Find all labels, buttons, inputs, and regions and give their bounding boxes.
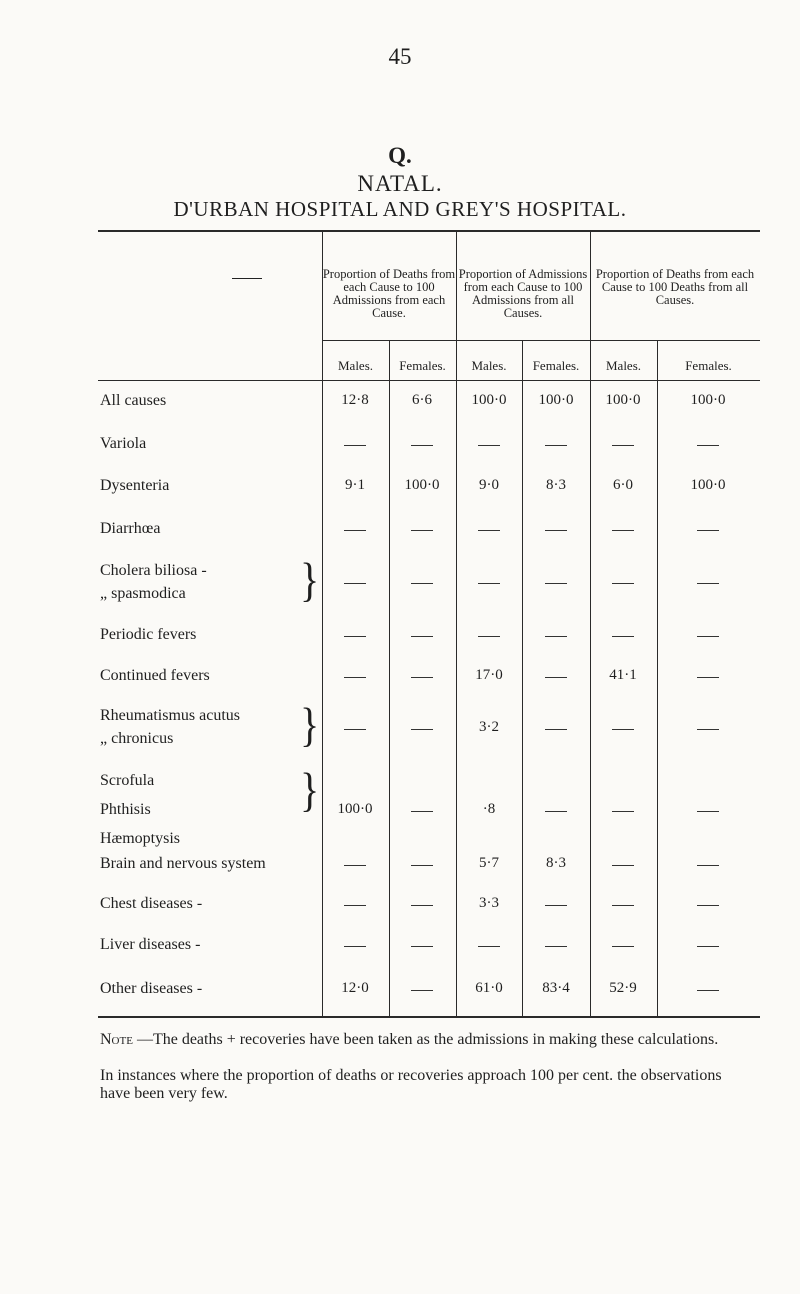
table-cell: 6·0 xyxy=(613,477,633,493)
table-cell-dash xyxy=(697,946,719,947)
row-label: Chest diseases - xyxy=(100,895,203,912)
table-cell: 8·3 xyxy=(546,477,566,493)
table-cell-dash xyxy=(545,530,567,531)
table-cell-dash xyxy=(478,445,500,446)
row-label: „ spasmodica xyxy=(100,585,186,602)
table-cell-dash xyxy=(612,530,634,531)
table-cell-dash xyxy=(697,445,719,446)
table-top-rule xyxy=(98,230,760,232)
header-bottom-rule xyxy=(98,380,760,381)
table-bottom-rule xyxy=(98,1016,760,1018)
table-cell: 100·0 xyxy=(690,392,726,408)
table-cell-dash xyxy=(697,583,719,584)
table-cell-dash xyxy=(612,865,634,866)
column-divider xyxy=(322,232,323,1016)
brace-rheumatismus: } xyxy=(300,697,320,752)
table-cell-dash xyxy=(344,636,366,637)
table-cell: 8·3 xyxy=(546,855,566,871)
table-cell-dash xyxy=(478,636,500,637)
row-label: Brain and nervous system xyxy=(100,855,266,872)
table-cell: 83·4 xyxy=(542,980,570,996)
table-cell-dash xyxy=(697,729,719,730)
brace-cholera: } xyxy=(300,552,320,607)
table-cell-dash xyxy=(344,865,366,866)
table-cell: 100·0 xyxy=(538,392,574,408)
table-cell-dash xyxy=(478,530,500,531)
footnote-1 xyxy=(100,1031,740,1049)
table-cell-dash xyxy=(612,905,634,906)
table-cell-dash xyxy=(344,445,366,446)
table-cell: 17·0 xyxy=(475,667,503,683)
table-cell-dash xyxy=(411,811,433,812)
row-label: Continued fevers xyxy=(100,667,210,684)
subhead-rule xyxy=(322,340,760,341)
table-cell-dash xyxy=(344,946,366,947)
table-cell-dash xyxy=(697,530,719,531)
table-cell-dash xyxy=(344,677,366,678)
table-cell-dash xyxy=(697,865,719,866)
row-label: Other diseases - xyxy=(100,980,203,997)
note-text: —The deaths + recoveries have been taken as the admissions in making these calculations. xyxy=(132,1031,719,1048)
table-cell-dash xyxy=(411,946,433,947)
table-cell-dash xyxy=(411,729,433,730)
note-lead: Note xyxy=(100,1031,133,1048)
row-label: All causes xyxy=(100,392,167,409)
table-cell-dash xyxy=(411,990,433,991)
subcolumn-header: Males. xyxy=(605,358,642,373)
table-cell: 12·8 xyxy=(341,392,369,408)
table-cell-dash xyxy=(545,905,567,906)
table-cell-dash xyxy=(478,946,500,947)
table-cell-dash xyxy=(545,729,567,730)
table-cell: 61·0 xyxy=(475,980,503,996)
row-label: Scrofula xyxy=(100,772,155,789)
table-cell-dash xyxy=(411,530,433,531)
table-cell: 3·2 xyxy=(479,719,499,735)
table-cell-dash xyxy=(411,445,433,446)
column-group-deaths-per-admission: Proportion of Deaths from each Cause to 100 Admissions from each Cause. xyxy=(322,267,456,320)
table-cell: 12·0 xyxy=(341,980,369,996)
footnote-2: In instances where the proportion of deaths or recoveries approach 100 per cent. the observations have been very few. xyxy=(100,1067,722,1102)
table-cell-dash xyxy=(612,583,634,584)
subcolumn-header: Males. xyxy=(471,358,507,373)
table-cell-dash xyxy=(545,677,567,678)
table-cell-dash xyxy=(344,905,366,906)
table-cell-dash xyxy=(411,677,433,678)
row-label: Variola xyxy=(100,435,147,452)
table-cell-dash xyxy=(697,990,719,991)
table-cell-dash xyxy=(344,583,366,584)
table-cell-dash xyxy=(411,583,433,584)
table-cell-dash xyxy=(545,811,567,812)
table-cell: 100·0 xyxy=(471,392,507,408)
row-label: Rheumatismus acutus xyxy=(100,707,240,724)
subcolumn-header: Females. xyxy=(532,358,580,373)
page-number: 45 xyxy=(388,44,412,69)
table-cell-dash xyxy=(612,729,634,730)
row-label: Diarrhœa xyxy=(100,520,161,537)
table-cell: 100·0 xyxy=(690,477,726,493)
row-label: Hæmoptysis xyxy=(100,830,181,847)
table-cell: ·8 xyxy=(482,801,496,817)
table-cell: 5·7 xyxy=(479,855,499,871)
row-label: Dysenteria xyxy=(100,477,170,494)
row-label: Liver diseases - xyxy=(100,936,201,953)
section-letter: Q. xyxy=(388,143,412,168)
subcolumn-header: Females. xyxy=(685,358,732,373)
column-divider xyxy=(590,232,591,1016)
table-cell: 3·3 xyxy=(479,895,499,911)
row-label: Phthisis xyxy=(100,801,151,818)
table-cell-dash xyxy=(411,636,433,637)
table-cell: 100·0 xyxy=(404,477,440,493)
table-cell: 9·0 xyxy=(479,477,499,493)
subcolumn-header: Females. xyxy=(399,358,446,373)
table-cell-dash xyxy=(697,905,719,906)
table-cell-dash xyxy=(478,583,500,584)
table-cell-dash xyxy=(697,811,719,812)
brace-phthisis: } xyxy=(300,762,320,817)
table-cell-dash xyxy=(344,729,366,730)
table-cell: 41·1 xyxy=(609,667,637,683)
table-cell-dash xyxy=(411,905,433,906)
table-cell: 9·1 xyxy=(345,477,365,493)
column-group-death-proportion: Proportion of Deaths from each Cause to 100 Deaths from all Causes. xyxy=(595,267,755,307)
table-cell: 52·9 xyxy=(609,980,637,996)
table-cell-dash xyxy=(545,445,567,446)
row-label: Periodic fevers xyxy=(100,626,197,643)
column-divider xyxy=(389,340,390,1016)
table-cell: 100·0 xyxy=(605,392,641,408)
table-cell-dash xyxy=(545,636,567,637)
table-cell-dash xyxy=(344,530,366,531)
row-label: „ chronicus xyxy=(100,730,174,747)
table-cell-dash xyxy=(697,636,719,637)
row-label: Cholera biliosa - xyxy=(100,562,207,579)
table-cell-dash xyxy=(697,677,719,678)
table-cell-dash xyxy=(612,811,634,812)
table-cell-dash xyxy=(545,583,567,584)
header-dash xyxy=(232,278,262,279)
subcolumn-header: Males. xyxy=(337,358,374,373)
column-group-admission-proportion: Proportion of Admissions from each Cause to 100 Admissions from all Causes. xyxy=(458,267,588,320)
table-cell-dash xyxy=(612,636,634,637)
page-title: NATAL. xyxy=(357,171,443,196)
table-cell: 100·0 xyxy=(337,801,373,817)
page-subtitle: D'URBAN HOSPITAL AND GREY'S HOSPITAL. xyxy=(173,197,627,221)
table-cell: 6·6 xyxy=(412,392,432,408)
table-cell-dash xyxy=(545,946,567,947)
table-cell-dash xyxy=(612,445,634,446)
table-cell-dash xyxy=(612,946,634,947)
table-cell-dash xyxy=(411,865,433,866)
